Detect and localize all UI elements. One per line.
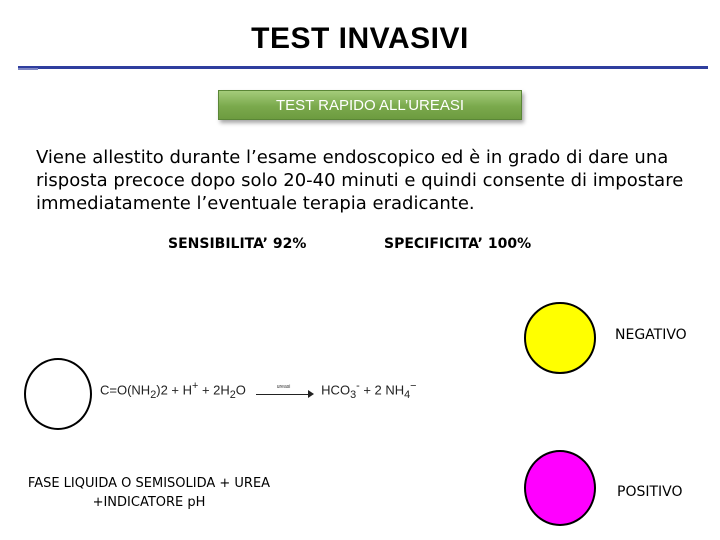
arrow-label: ureasi <box>276 384 291 391</box>
eq-reactant-o: O <box>235 382 246 398</box>
eq-sub: 2 <box>229 388 236 401</box>
eq-product-ammonium: + 2 NH <box>359 382 405 398</box>
eq-reactant-h: )2 + H <box>156 382 192 398</box>
eq-product-bicarbonate: HCO <box>321 382 351 398</box>
title-underline <box>18 66 708 69</box>
eq-sub: 2 <box>150 388 157 401</box>
sample-well-circle <box>24 358 92 430</box>
eq-sup: + <box>192 380 199 392</box>
urease-reaction-equation <box>100 380 417 401</box>
test-name-badge: TEST RAPIDO ALL’UREASI <box>218 90 522 120</box>
sensitivity-label: SENSIBILITA’ 92% <box>168 236 307 252</box>
eq-sup: − <box>410 380 417 392</box>
description-text: Viene allestito durante l’esame endoscopico ed è in grado di dare una risposta precoce dopo solo 20-40 minuti e quindi consente di impostare immediatamente l’eventuale terapia eradicante. <box>36 147 684 214</box>
eq-sup: - <box>356 380 360 392</box>
positive-result-circle <box>524 450 596 526</box>
page-title: TEST INVASIVI <box>251 22 469 55</box>
eq-reactant-water: + 2H <box>198 382 230 398</box>
negative-result-label: NEGATIVO <box>615 327 687 343</box>
phase-description: FASE LIQUIDA O SEMISOLIDA + UREA +INDICATORE pH <box>27 476 271 510</box>
eq-sub: 4 <box>404 388 411 401</box>
specificity-label: SPECIFICITA’ 100% <box>384 236 532 252</box>
positive-result-label: POSITIVO <box>617 484 683 500</box>
negative-result-circle <box>524 302 596 374</box>
reaction-arrow-icon <box>256 384 312 391</box>
eq-reactant-urea: C=O(NH <box>100 382 151 398</box>
eq-sub: 3 <box>350 388 357 401</box>
title-underline-accent <box>18 68 38 70</box>
